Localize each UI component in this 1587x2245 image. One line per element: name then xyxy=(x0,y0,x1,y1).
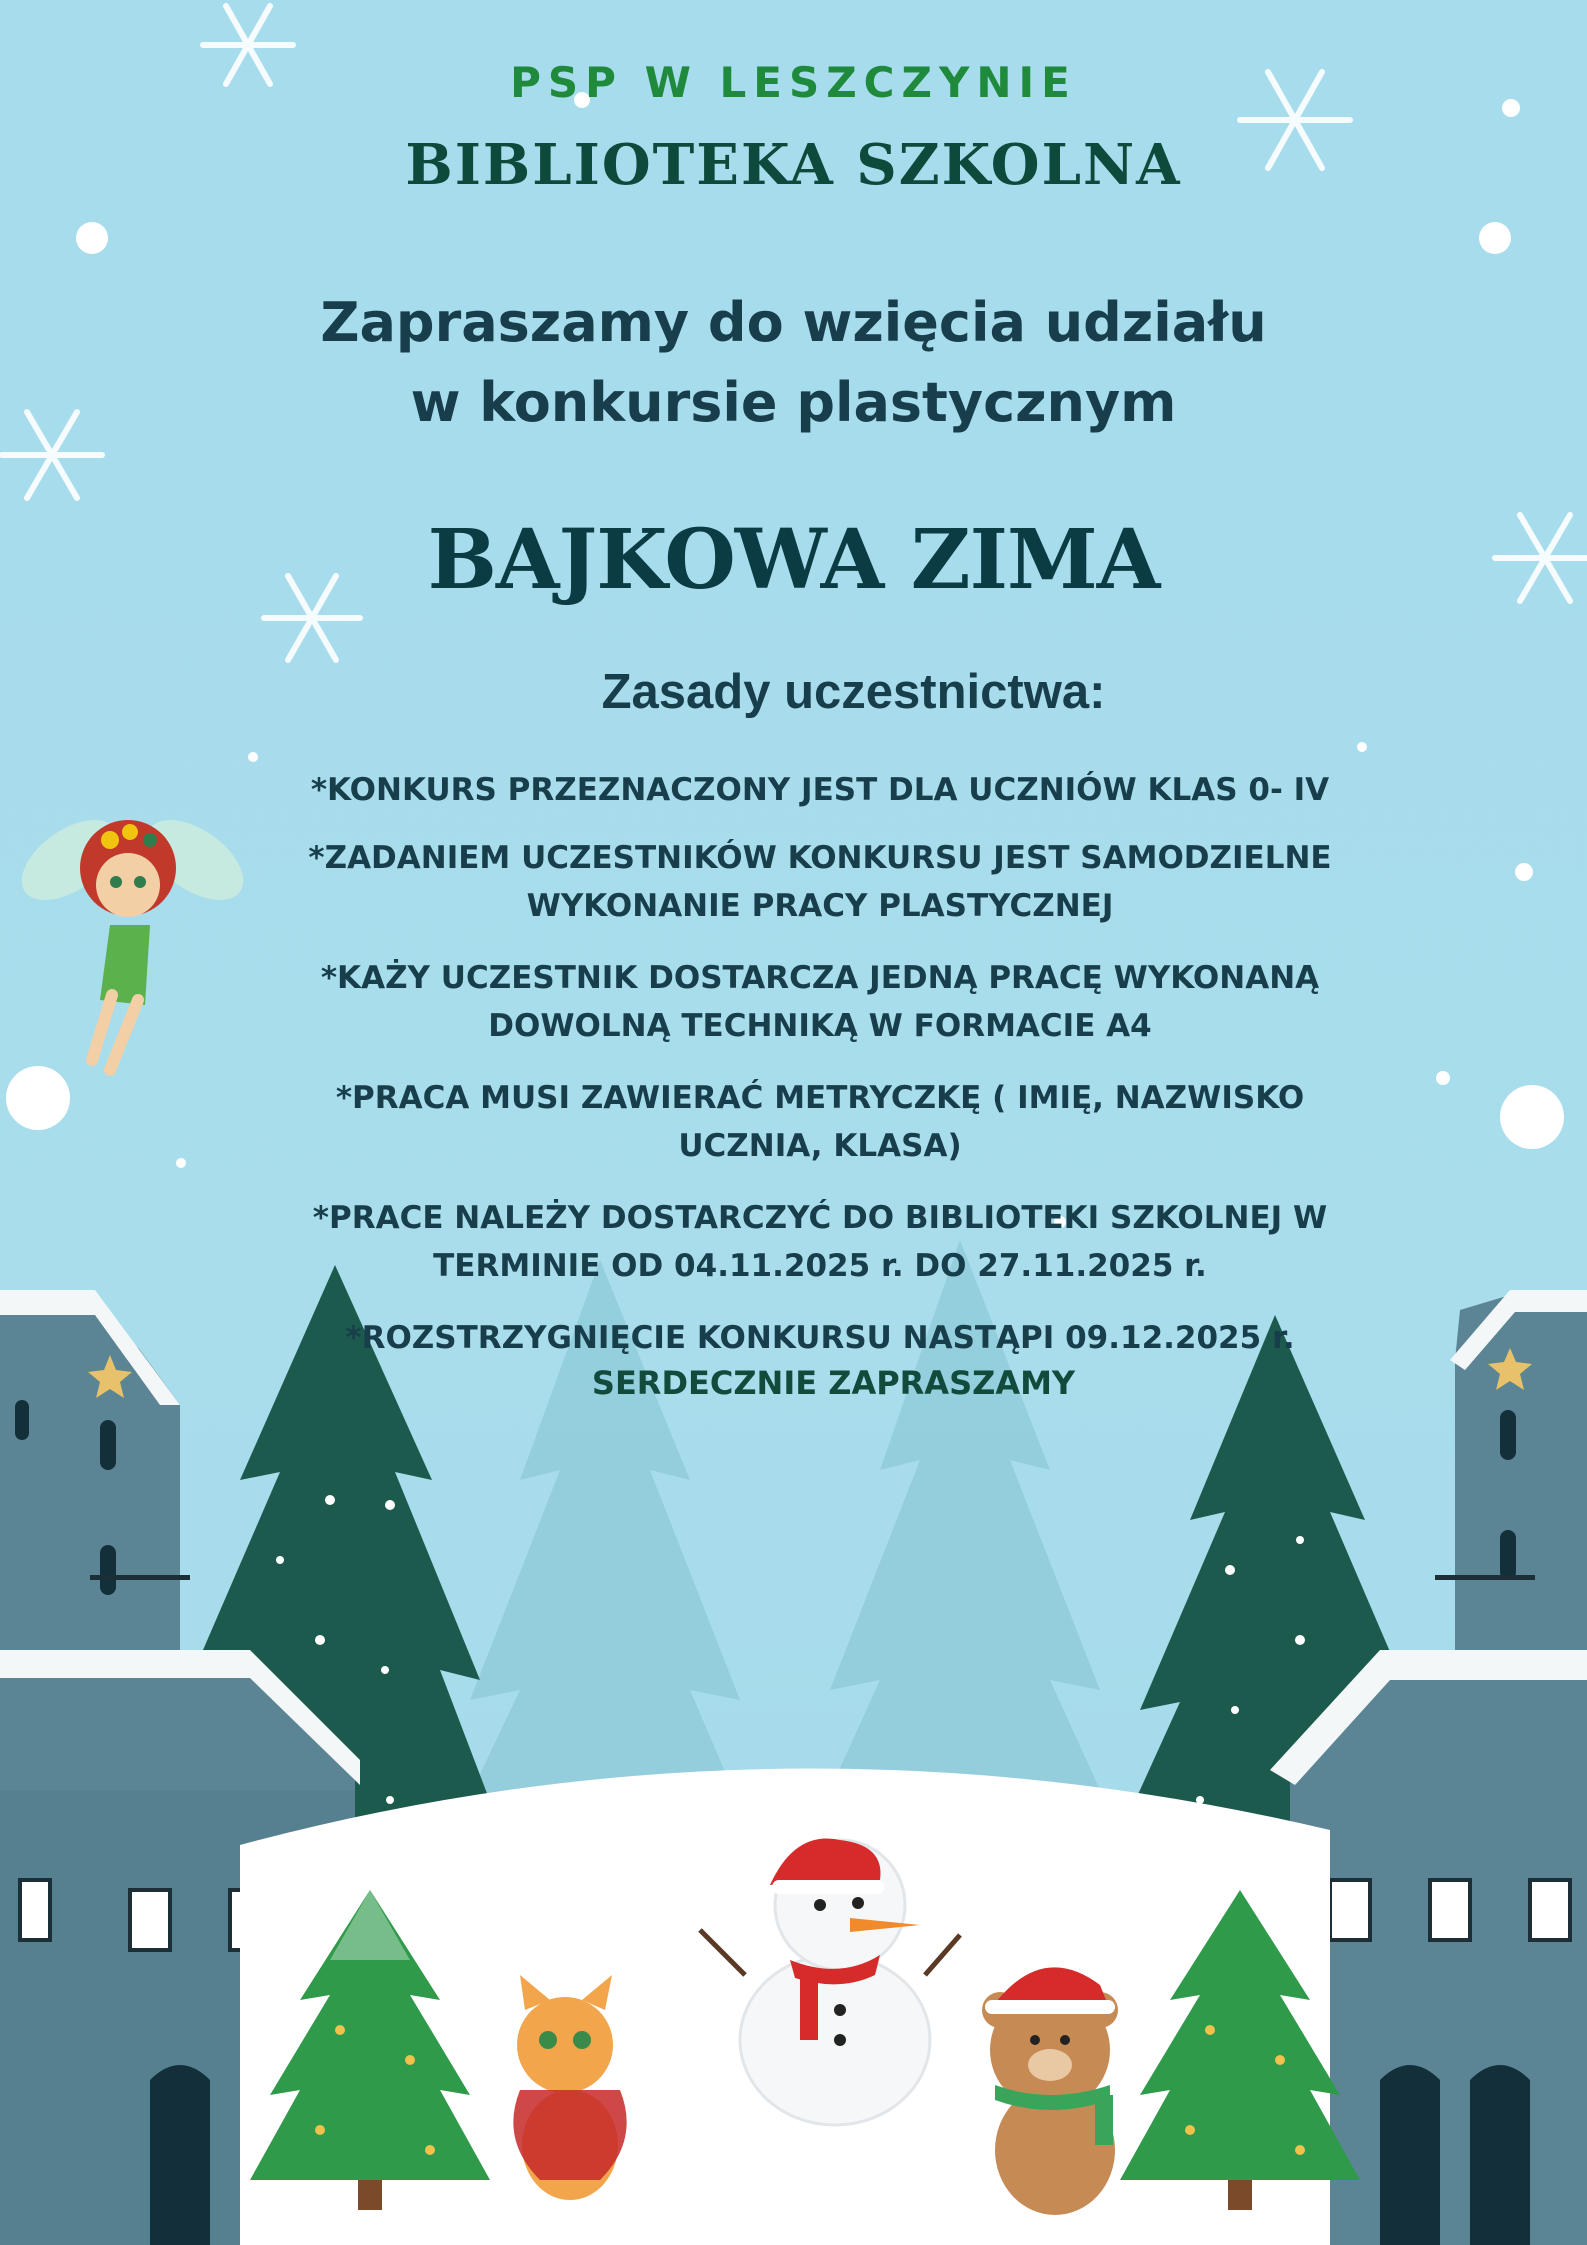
rule-item: *KONKURS PRZEZNACZONY JEST DLA UCZNIÓW KLAS 0- IV xyxy=(310,772,1330,808)
invitation-line-2: w konkursie plastycznym xyxy=(410,371,1177,434)
closing-text: SERDECZNIE ZAPRASZAMY xyxy=(591,1364,1076,1402)
invitation-text xyxy=(0,283,1587,443)
rule-item: *PRACE NALEŻY DOSTARCZYĆ DO BIBLIOTEKI SZKOLNEJ W TERMINIE OD 04.11.2025 r. DO 27.11.2025 r. xyxy=(312,1200,1328,1284)
library-name: BIBLIOTEKA SZKOLNA xyxy=(405,132,1182,198)
rule-item: *ZADANIEM UCZESTNIKÓW KONKURSU JEST SAMODZIELNE WYKONANIE PRACY PLASTYCZNEJ xyxy=(308,840,1332,924)
rules-list xyxy=(300,766,1340,1386)
rule-item: *ROZSTRZYGNIĘCIE KONKURSU NASTĄPI 09.12.2025 r. xyxy=(345,1320,1295,1356)
rule-item: *KAŻY UCZESTNIK DOSTARCZA JEDNĄ PRACĘ WYKONANĄ DOWOLNĄ TECHNIKĄ W FORMACIE A4 xyxy=(320,960,1320,1044)
school-name: PSP W LESZCZYNIE xyxy=(510,58,1077,107)
rules-heading: Zasady uczestnictwa: xyxy=(601,665,1106,719)
contest-title: BAJKOWA ZIMA xyxy=(427,512,1160,608)
fairy-illustration xyxy=(8,804,258,1070)
invitation-line-1: Zapraszamy do wzięcia udziału xyxy=(320,291,1267,354)
rule-item: *PRACA MUSI ZAWIERAĆ METRYCZKĘ ( IMIĘ, NAZWISKO UCZNIA, KLASA) xyxy=(335,1080,1305,1164)
